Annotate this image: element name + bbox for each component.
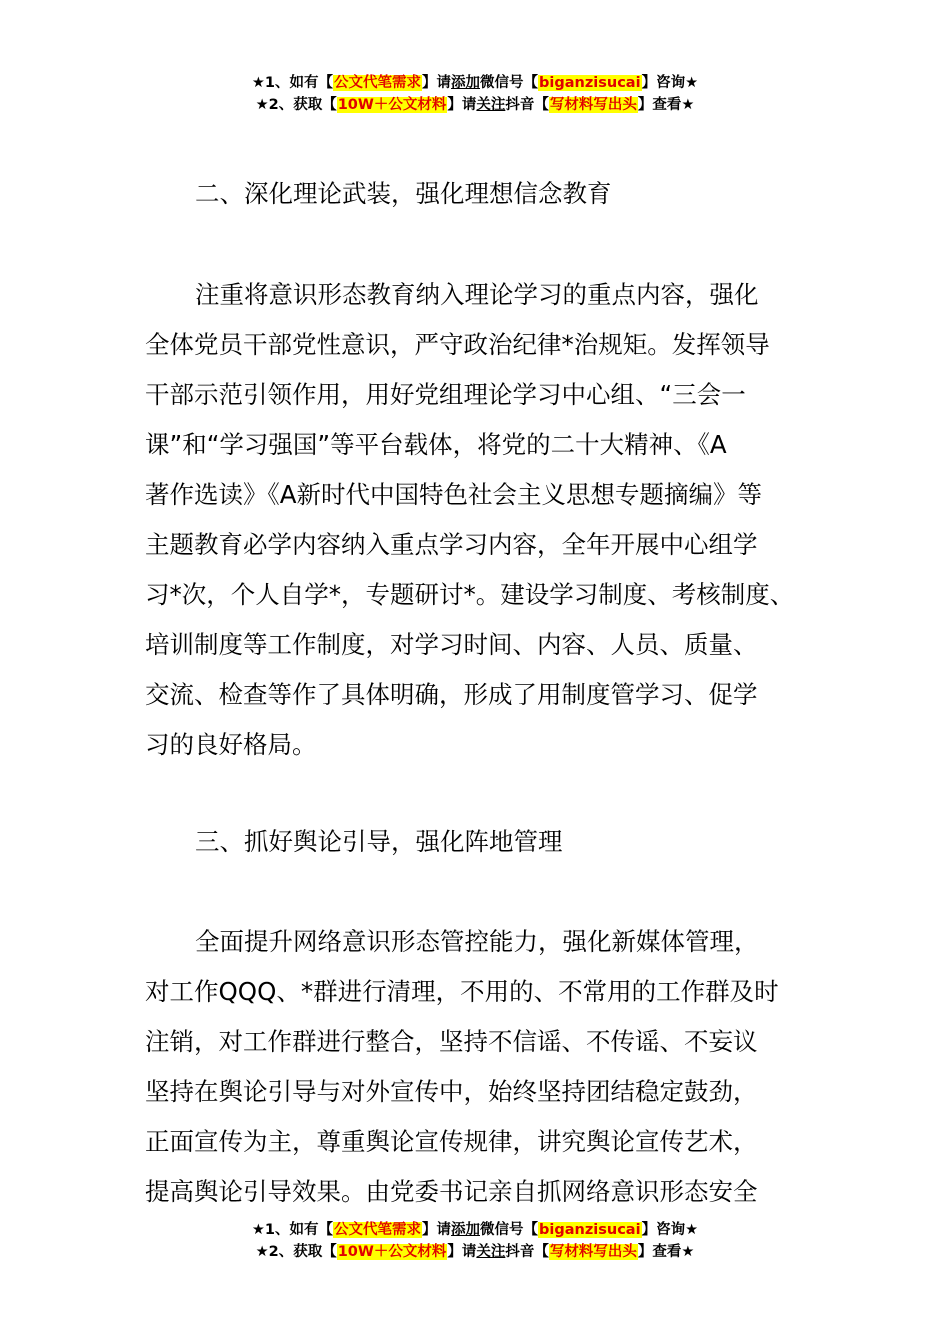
section-3-paragraph <box>145 917 825 1217</box>
section-heading-2: 二、深化理论武装，强化理想信念教育 <box>195 179 612 208</box>
promo-text: 抖音【 <box>505 97 549 113</box>
paragraph-line: 注销，对工作群进行整合，坚持不信谣、不传谣、不妄议 <box>145 1027 758 1056</box>
promo-highlight: biganzisucai <box>539 1222 641 1238</box>
paragraph-line: 干部示范引领作用，用好党组理论学习中心组、“三会一 <box>145 380 746 409</box>
paragraph-line: 习*次，个人自学*，专题研讨*。建设学习制度、考核制度、 <box>145 580 795 609</box>
promo-underlined-text: 添加 <box>451 75 481 91</box>
promo-text: 】咨询★ <box>641 75 699 91</box>
promo-highlight: 公文代笔需求 <box>334 1222 422 1238</box>
paragraph-line: 坚持在舆论引导与对外宣传中，始终坚持团结稳定鼓劲， <box>145 1077 758 1106</box>
promo-text: 】查看★ <box>637 1244 695 1260</box>
promo-text: ★2、获取【 <box>255 97 337 113</box>
promo-highlight: 10W＋公文材料 <box>337 1244 447 1260</box>
promo-highlight: 公文代笔需求 <box>334 75 422 91</box>
promo-highlight: 写材料写出头 <box>549 1244 637 1260</box>
promo-highlight: 写材料写出头 <box>549 97 637 113</box>
paragraph-line: 对工作QQQ、*群进行清理，不用的、不常用的工作群及时 <box>145 977 779 1006</box>
paragraph-line: 全面提升网络意识形态管控能力，强化新媒体管理， <box>195 927 759 956</box>
paragraph-line: 全体党员干部党性意识，严守政治纪律*治规矩。发挥领导 <box>145 330 770 359</box>
promo-text: 抖音【 <box>505 1244 549 1260</box>
promo-text: 】请 <box>447 97 477 113</box>
paragraph-line: 课”和“学习强国”等平台载体，将党的二十大精神、《A <box>145 430 727 459</box>
promo-line-2 <box>0 1241 950 1263</box>
paragraph-line: 提高舆论引导效果。由党委书记亲自抓网络意识形态安全 <box>145 1177 758 1206</box>
promo-text: ★1、如有【 <box>251 1222 334 1238</box>
paragraph-line: 培训制度等工作制度，对学习时间、内容、人员、质量、 <box>145 630 758 659</box>
top-promo-banner <box>0 72 950 116</box>
promo-text: 】请 <box>422 75 452 91</box>
promo-text: 微信号【 <box>480 1222 539 1238</box>
promo-text: 】请 <box>422 1222 452 1238</box>
promo-text: 】请 <box>447 1244 477 1260</box>
promo-line-2 <box>0 94 950 116</box>
paragraph-line: 主题教育必学内容纳入重点学习内容，全年开展中心组学 <box>145 530 758 559</box>
paragraph-line: 著作选读》《A新时代中国特色社会主义思想专题摘编》等 <box>145 480 763 509</box>
promo-underlined-text: 添加 <box>451 1222 481 1238</box>
section-heading-3: 三、抓好舆论引导，强化阵地管理 <box>195 827 563 856</box>
promo-line-1 <box>0 1219 950 1241</box>
promo-underlined-text: 关注 <box>476 97 506 113</box>
paragraph-line: 注重将意识形态教育纳入理论学习的重点内容，强化 <box>195 280 759 309</box>
promo-highlight: 10W＋公文材料 <box>337 97 447 113</box>
paragraph-line: 正面宣传为主，尊重舆论宣传规律，讲究舆论宣传艺术， <box>145 1127 758 1156</box>
bottom-promo-banner <box>0 1219 950 1263</box>
section-2-paragraph <box>145 270 825 770</box>
promo-line-1 <box>0 72 950 94</box>
paragraph-line: 交流、检查等作了具体明确，形成了用制度管学习、促学 <box>145 680 758 709</box>
promo-text: ★1、如有【 <box>251 75 334 91</box>
promo-text: 微信号【 <box>480 75 539 91</box>
promo-underlined-text: 关注 <box>476 1244 506 1260</box>
paragraph-line: 习的良好格局。 <box>145 730 317 759</box>
promo-highlight: biganzisucai <box>539 75 641 91</box>
promo-text: 】查看★ <box>637 97 695 113</box>
promo-text: 】咨询★ <box>641 1222 699 1238</box>
promo-text: ★2、获取【 <box>255 1244 337 1260</box>
